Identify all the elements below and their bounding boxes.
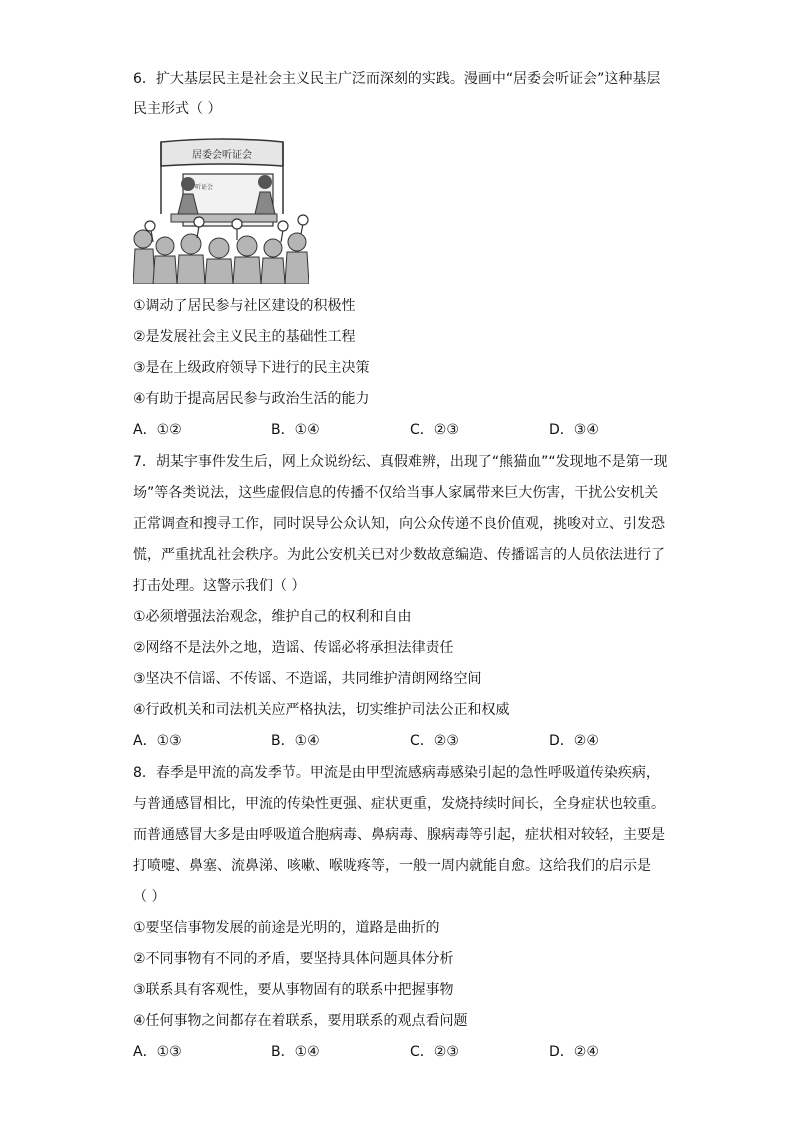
hearing-cartoon-illustration bbox=[133, 134, 309, 284]
q6-stem-line-1: 6．扩大基层民主是社会主义民主广泛而深刻的实践。漫画中“居委会听证会”这种基层 bbox=[133, 71, 661, 87]
q7-choice-a[interactable]: A．①③ bbox=[133, 733, 182, 749]
q7-choice-d[interactable]: D．②④ bbox=[549, 733, 599, 749]
q8-option-3: ③联系具有客观性，要从事物固有的联系中把握事物 bbox=[133, 982, 454, 998]
q6-choice-d[interactable]: D．③④ bbox=[549, 422, 599, 438]
q8-choice-a[interactable]: A．①③ bbox=[133, 1044, 182, 1060]
q8-choice-b[interactable]: B．①④ bbox=[271, 1044, 320, 1060]
q6-option-4: ④有助于提高居民参与政治生活的能力 bbox=[133, 391, 370, 407]
q8-choice-d[interactable]: D．②④ bbox=[549, 1044, 599, 1060]
q7-stem-line-3: 正常调查和搜寻工作，同时误导公众认知，向公众传递不良价值观，挑唆对立、引发恐 bbox=[133, 516, 665, 532]
q6-option-3: ③是在上级政府领导下进行的民主决策 bbox=[133, 360, 370, 376]
q8-option-1: ①要坚信事物发展的前途是光明的，道路是曲折的 bbox=[133, 920, 440, 936]
q7-option-4: ④行政机关和司法机关应严格执法，切实维护司法公正和权威 bbox=[133, 702, 510, 718]
q7-stem-line-2: 场”等各类说法，这些虚假信息的传播不仅给当事人家属带来巨大伤害，干扰公安机关 bbox=[133, 485, 659, 501]
q7-option-3: ③坚决不信谣、不传谣、不造谣，共同维护清朗网络空间 bbox=[133, 671, 482, 687]
q7-stem-line-5: 打击处理。这警示我们（ ） bbox=[133, 578, 306, 594]
q6-option-2: ②是发展社会主义民主的基础性工程 bbox=[133, 329, 356, 345]
q6-choice-a[interactable]: A．①② bbox=[133, 422, 182, 438]
q8-option-2: ②不同事物有不同的矛盾，要坚持具体问题具体分析 bbox=[133, 951, 454, 967]
q6-choice-c[interactable]: C．②③ bbox=[410, 422, 459, 438]
cartoon-easel-text: 听证会 bbox=[195, 184, 214, 191]
q7-choice-c[interactable]: C．②③ bbox=[410, 733, 459, 749]
q8-choice-c[interactable]: C．②③ bbox=[410, 1044, 459, 1060]
q6-choice-b[interactable]: B．①④ bbox=[271, 422, 320, 438]
q8-stem-line-2: 与普通感冒相比，甲流的传染性更强、症状更重，发烧持续时间长，全身症状也较重。 bbox=[133, 796, 665, 812]
q7-choice-b[interactable]: B．①④ bbox=[271, 733, 320, 749]
q8-stem-line-5: （ ） bbox=[133, 889, 166, 905]
q8-stem-line-1: 8．春季是甲流的高发季节。甲流是由甲型流感病毒感染引起的急性呼吸道传染疾病， bbox=[133, 765, 660, 781]
q7-stem-line-4: 慌，严重扰乱社会秩序。为此公安机关已对少数故意编造、传播谣言的人员依法进行了 bbox=[133, 547, 665, 563]
q6-stem-line-2: 民主形式（ ） bbox=[133, 101, 222, 117]
q8-option-4: ④任何事物之间都存在着联系，要用联系的观点看问题 bbox=[133, 1013, 468, 1029]
cartoon-banner-text: 居委会听证会 bbox=[192, 150, 252, 161]
q8-stem-line-3: 而普通感冒大多是由呼吸道合胞病毒、鼻病毒、腺病毒等引起，症状相对较轻，主要是 bbox=[133, 827, 665, 843]
q7-option-2: ②网络不是法外之地，造谣、传谣必将承担法律责任 bbox=[133, 640, 454, 656]
q6-option-1: ①调动了居民参与社区建设的积极性 bbox=[133, 298, 356, 314]
q8-stem-line-4: 打喷嚏、鼻塞、流鼻涕、咳嗽、喉咙疼等，一般一周内就能自愈。这给我们的启示是 bbox=[133, 858, 651, 874]
q7-option-1: ①必须增强法治观念，维护自己的权利和自由 bbox=[133, 609, 412, 625]
q7-stem-line-1: 7．胡某宇事件发生后，网上众说纷纭、真假难辨，出现了“熊猫血”“发现地不是第一现 bbox=[133, 454, 668, 470]
